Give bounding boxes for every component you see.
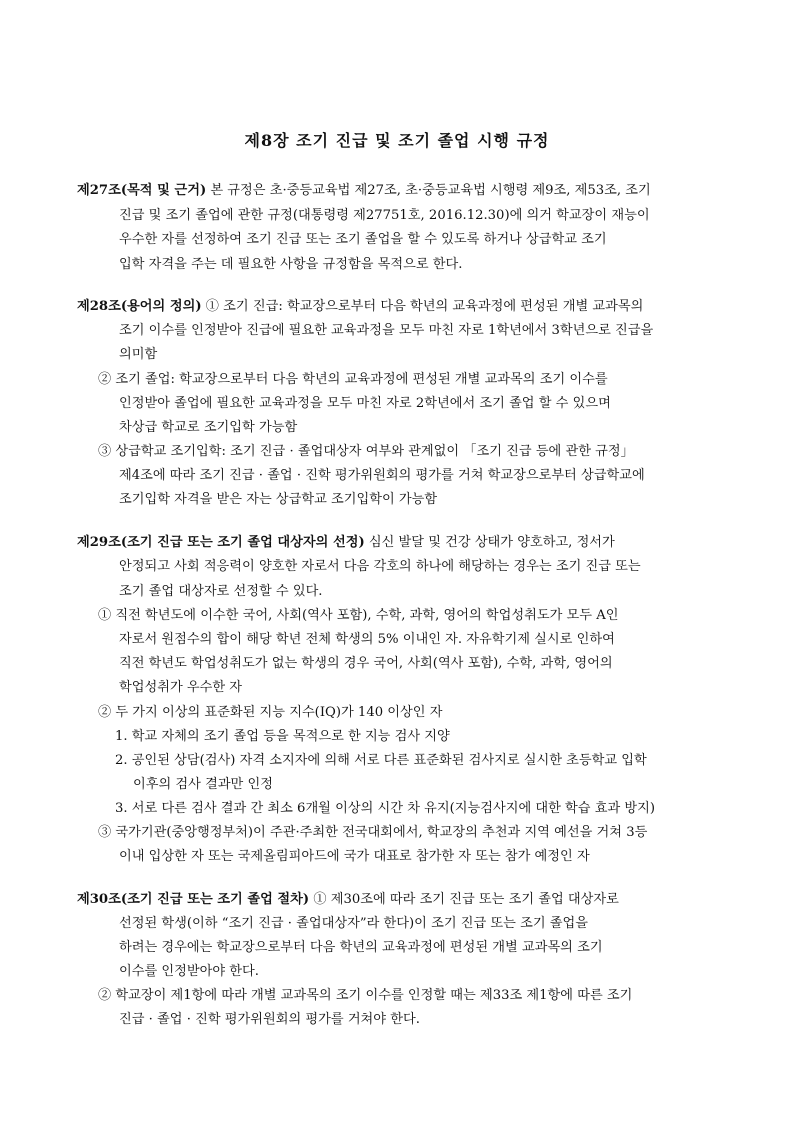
article-29-heading: 제29조(조기 진급 또는 조기 졸업 대상자의 선정) [77, 535, 365, 550]
article-30-para-2-line-1: ② 학교장이 제1항에 따라 개별 교과목의 조기 이수를 인정할 때는 제33조 제1항에 따른 조기 [98, 988, 633, 1003]
article-27-heading: 제27조(목적 및 근거) [77, 183, 207, 198]
article-29-clause-2: ② 두 가지 이상의 표준화된 지능 지수(IQ)가 140 이상인 자 [98, 705, 443, 720]
article-28-heading: 제28조(용어의 정의) [77, 299, 202, 314]
article-29-subitem-1: 1. 학교 자체의 조기 졸업 등을 목적으로 한 지능 검사 지양 [115, 729, 450, 744]
article-29-clause-3-line-2: 이내 입상한 자 또는 국제올림피아드에 국가 대표로 참가한 자 또는 참가 예정인 자 [119, 849, 590, 864]
article-29-clause-1-line-4: 학업성취가 우수한 자 [119, 680, 243, 695]
article-28-line-1 [77, 299, 643, 315]
article-30-line-2: 선정된 학생(이하 “조기 진급 · 졸업대상자”라 한다)이 조기 진급 또는 조기 졸업을 [119, 916, 588, 931]
article-29-clause-1-line-3: 직전 학년도 학업성취도가 없는 학생의 경우 국어, 사회(역사 포함), 수학, 과학, 영어의 [119, 656, 613, 671]
article-28-para-2-line-3: 차상급 학교로 조기입학 가능함 [119, 420, 298, 435]
article-29-line-1 [77, 535, 615, 551]
article-30-line-3: 하려는 경우에는 학교장으로부터 다음 학년의 교육과정에 편성된 개별 교과목의 조기 [119, 940, 603, 955]
article-29-clause-1-line-1: ① 직전 학년도에 이수한 국어, 사회(역사 포함), 수학, 과학, 영어의 학업성취도가 모두 A인 [98, 608, 619, 623]
article-30-line-1 [77, 892, 619, 908]
article-28-line-2: 조기 이수를 인정받아 진급에 필요한 교육과정을 모두 마친 자로 1학년에서 3학년으로 진급을 [119, 323, 654, 338]
article-28-text: ① 조기 진급: 학교장으로부터 다음 학년의 교육과정에 편성된 개별 교과목의 [201, 299, 644, 314]
article-29-clause-3-line-1: ③ 국가기관(중앙행정부처)이 주관·주최한 전국대회에서, 학교장의 추천과 지역 예선을 거쳐 3등 [98, 825, 648, 840]
article-28-para-3-line-2: 제4조에 따라 조기 진급 · 졸업 · 진학 평가위원회의 평가를 거쳐 학교장으로부터 상급학교에 [119, 468, 645, 483]
article-28-para-2-line-2: 인정받아 졸업에 필요한 교육과정을 모두 마친 자로 2학년에서 조기 졸업 할 수 있으며 [119, 396, 611, 411]
article-28-para-2-line-1: ② 조기 졸업: 학교장으로부터 다음 학년의 교육과정에 편성된 개별 교과목의 조기 이수를 [98, 372, 608, 387]
article-29-line-3: 조기 졸업 대상자로 선정할 수 있다. [119, 584, 323, 599]
article-27-text: 본 규정은 초·중등교육법 제27조, 초·중등교육법 시행령 제9조, 제53조, 조기 [206, 183, 651, 198]
article-27-line-4: 입학 자격을 주는 데 필요한 사항을 규정함을 목적으로 한다. [119, 257, 463, 272]
article-29-subitem-3: 3. 서로 다른 검사 결과 간 최소 6개월 이상의 시간 차 유지(지능검사지에 대한 학습 효과 방지) [115, 801, 656, 816]
article-29-subitem-2-line-2: 이후의 검사 결과만 인정 [133, 777, 273, 792]
article-27-line-2: 진급 및 조기 졸업에 관한 규정(대통령령 제27751호, 2016.12.30)에 의거 학교장이 재능이 [119, 208, 650, 223]
article-30-line-4: 이수를 인정받아야 한다. [119, 964, 259, 979]
article-28-line-3: 의미함 [119, 347, 158, 362]
article-30-heading: 제30조(조기 진급 또는 조기 졸업 절차) [77, 892, 310, 907]
page-title: 제8장 조기 진급 및 조기 졸업 시행 규정 [244, 131, 550, 150]
article-29-subitem-2-line-1: 2. 공인된 상담(검사) 자격 소지자에 의해 서로 다른 표준화된 검사지로 실시한 초등학교 입학 [115, 753, 647, 768]
article-27-line-1 [77, 183, 651, 199]
article-27-line-3: 우수한 자를 선정하여 조기 진급 또는 조기 졸업을 할 수 있도록 하거나 상급학교 조기 [119, 232, 607, 247]
article-29-text: 심신 발달 및 건강 상태가 양호하고, 정서가 [364, 535, 615, 550]
article-30-para-2-line-2: 진급 · 졸업 · 진학 평가위원회의 평가를 거쳐야 한다. [119, 1012, 420, 1027]
article-28-para-3-line-1: ③ 상급학교 조기입학: 조기 진급 · 졸업대상자 여부와 관계없이 「조기 진급 등에 관한 규정」 [98, 444, 634, 459]
article-30-text: ① 제30조에 따라 조기 진급 또는 조기 졸업 대상자로 [309, 892, 619, 907]
article-28-para-3-line-3: 조기입학 자격을 받은 자는 상급학교 조기입학이 가능함 [119, 492, 438, 507]
article-29-clause-1-line-2: 자로서 원점수의 합이 해당 학년 전체 학생의 5% 이내인 자. 자유학기제 실시로 인하여 [119, 632, 615, 647]
article-29-line-2: 안정되고 사회 적응력이 양호한 자로서 다음 각호의 하나에 해당하는 경우는 조기 진급 또는 [119, 559, 641, 574]
